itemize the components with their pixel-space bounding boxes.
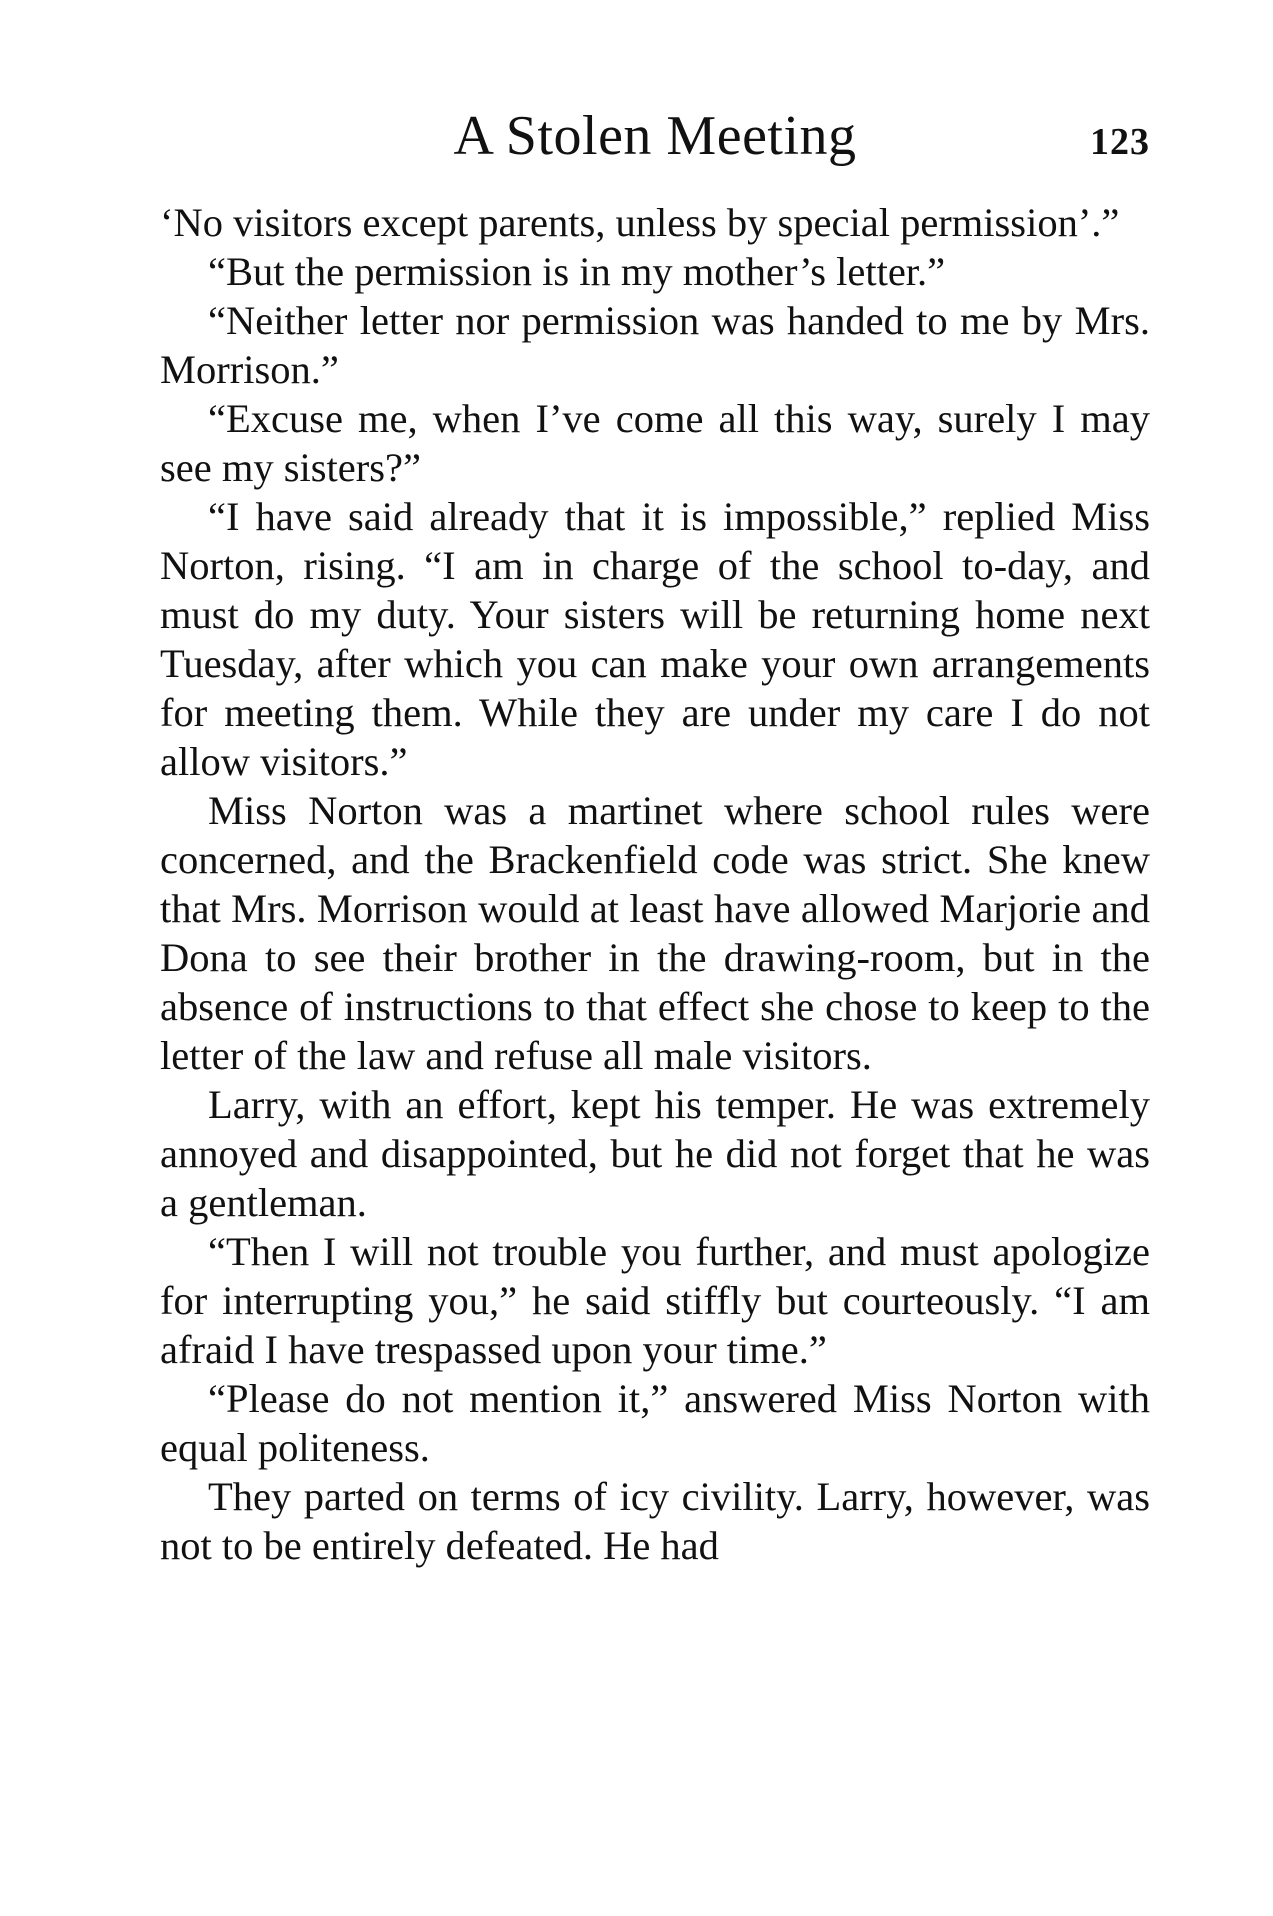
paragraph: “Neither letter nor permission was handed to me by Mrs. Morrison.” [160,298,1150,392]
paragraph: ‘No visitors except parents, unless by special permission’.” [160,200,1120,245]
body-text [160,198,1150,1570]
paragraph: They parted on terms of icy civility. Larry, however, was not to be entirely defeated. He had [160,1474,1150,1568]
paragraph: “But the permission is in my mother’s letter.” [208,249,946,294]
paragraph: “I have said already that it is impossible,” replied Miss Norton, rising. “I am in charge of the school to-day, and must do my duty. Your sisters will be returning home next Tuesday, after which you can make your own arrangements for meeting them. While they are under my care I do not allow visitors.” [160,494,1150,784]
paragraph: Larry, with an effort, kept his temper. He was extremely annoyed and disappointed, but he did not forget that he was a gentleman. [160,1082,1150,1225]
paragraph: “Please do not mention it,” answered Miss Norton with equal politeness. [160,1376,1150,1470]
paragraph: Miss Norton was a martinet where school rules were concerned, and the Brackenfield code was strict. She knew that Mrs. Morrison would at least have allowed Marjorie and Dona to see their brother in the drawing-room, but in the absence of instructions to that effect she chose to keep to the letter of the law and refuse all male visitors. [160,788,1150,1078]
page-number: 123 [1090,121,1150,163]
paragraph: “Excuse me, when I’ve come all this way, surely I may see my sisters?” [160,396,1150,490]
paragraph: “Then I will not trouble you further, and must apologize for interrupting you,” he said stiffly but courteously. “I am afraid I have trespassed upon your time.” [160,1229,1150,1372]
running-head [160,96,1150,176]
running-title: A Stolen Meeting [453,105,857,167]
